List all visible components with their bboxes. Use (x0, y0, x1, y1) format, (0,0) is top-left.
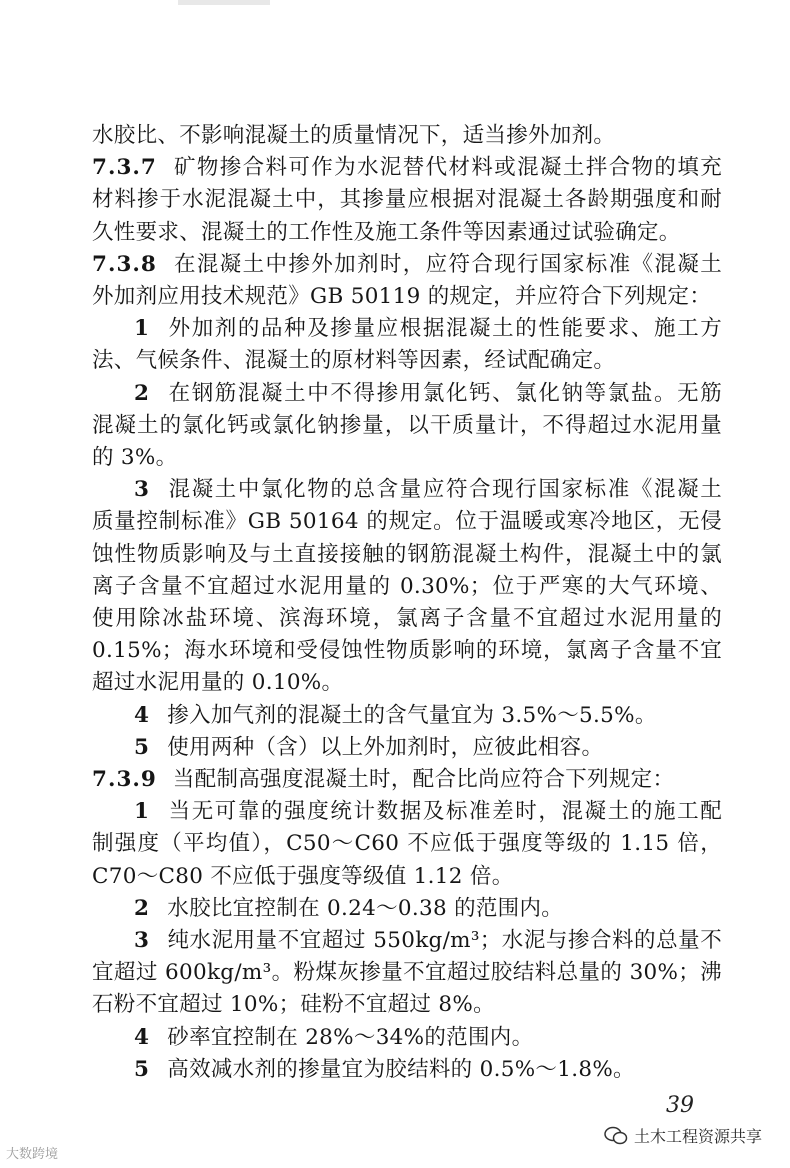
line-text: 当配制高强度混凝土时，配合比尚应符合下列规定： (172, 767, 675, 792)
text-line (92, 150, 722, 186)
text-line (92, 730, 722, 766)
item-number: 5 (134, 1056, 150, 1082)
clause-number: 7.3.8 (92, 251, 157, 277)
top-scan-mark (178, 0, 270, 5)
watermark-left: 大数跨境 (6, 1147, 59, 1162)
text-line (92, 215, 722, 251)
text-line (92, 537, 722, 573)
wechat-icon (604, 1126, 628, 1146)
text-line (92, 1052, 722, 1088)
line-text: 混凝土中氯化物的总含量应符合现行国家标准《混凝土 (167, 477, 722, 503)
line-text: 高效减水剂的掺量宜为胶结料的 0.5%～1.8%。 (167, 1056, 635, 1082)
clause-number: 7.3.9 (92, 767, 157, 792)
item-number: 2 (134, 895, 150, 921)
line-text: 使用除冰盐环境、滨海环境，氯离子含量不宜超过水泥用量的 (92, 606, 722, 631)
text-line (92, 569, 722, 605)
text-line (92, 408, 722, 444)
line-text: 超过水泥用量的 0.10%。 (92, 670, 344, 696)
watermark-right-text: 土木工程资源共享 (633, 1127, 762, 1146)
text-line (92, 472, 722, 508)
line-text: 当无可靠的强度统计数据及标准差时，混凝土的施工配 (167, 799, 722, 825)
page-number: 39 (666, 1093, 694, 1118)
text-line (92, 698, 722, 734)
text-line (92, 955, 722, 991)
clause-number: 7.3.7 (92, 155, 157, 181)
item-number: 3 (134, 928, 150, 953)
text-line (92, 794, 722, 830)
text-line (92, 923, 722, 959)
line-text: 矿物掺合料可作为水泥替代材料或混凝土拌合物的填充 (172, 155, 722, 181)
line-text: 石粉不宜超过 10%；硅粉不宜超过 8%。 (92, 992, 495, 1018)
text-line (92, 311, 722, 347)
line-text: 水胶比、不影响混凝土的质量情况下，适当掺外加剂。 (92, 123, 616, 148)
text-line (92, 504, 722, 540)
line-text: 离子含量不宜超过水泥用量的 0.30%；位于严寒的大气环境、 (92, 573, 722, 599)
line-text: 外加剂的品种及掺量应根据混凝土的性能要求、施工方 (167, 316, 722, 342)
line-text: 材料掺于水泥混凝土中，其掺量应根据对混凝土各龄期强度和耐 (92, 187, 722, 213)
line-text: 掺入加气剂的混凝土的含气量宜为 3.5%～5.5%。 (167, 702, 657, 728)
text-line (92, 118, 722, 154)
text-line (92, 987, 722, 1023)
text-line (92, 376, 722, 412)
line-text: 在混凝土中掺外加剂时，应符合现行国家标准《混凝土 (172, 251, 722, 277)
text-line (92, 665, 722, 701)
line-text: 混凝土的氯化钙或氯化钠掺量，以干质量计，不得超过水泥用量 (92, 412, 722, 438)
text-line (92, 343, 722, 379)
line-text: 纯水泥用量不宜超过 550kg/m³；水泥与掺合料的总量不 (167, 928, 722, 953)
line-text: 的 3%。 (92, 445, 178, 470)
item-number: 4 (134, 702, 150, 728)
text-line (92, 826, 722, 862)
line-text: 在钢筋混凝土中不得掺用氯化钙、氯化钠等氯盐。无筋 (167, 380, 722, 406)
line-text: 使用两种（含）以上外加剂时，应彼此相容。 (167, 734, 604, 760)
line-text: 久性要求、混凝土的工作性及施工条件等因素通过试验确定。 (92, 219, 681, 245)
item-number: 4 (134, 1024, 150, 1050)
text-line (92, 633, 722, 669)
line-text: 法、气候条件、混凝土的原材料等因素，经试配确定。 (92, 348, 616, 374)
item-number: 2 (134, 380, 150, 406)
text-line (92, 859, 722, 895)
text-line (92, 891, 722, 927)
line-text: 蚀性物质影响及与土直接接触的钢筋混凝土构件，混凝土中的氯 (92, 541, 722, 567)
item-number: 3 (134, 477, 150, 503)
line-text: 质量控制标准》GB 50164 的规定。位于温暖或寒冷地区，无侵 (92, 509, 722, 535)
text-line (92, 601, 722, 637)
watermark-right (604, 1124, 762, 1147)
line-text: 宜超过 600kg/m³。粉煤灰掺量不宜超过胶结料总量的 30%；沸 (92, 960, 722, 986)
item-number: 1 (134, 316, 150, 342)
item-number: 1 (134, 799, 150, 825)
line-text: 水胶比宜控制在 0.24～0.38 的范围内。 (167, 895, 564, 921)
text-line (92, 279, 722, 315)
text-line (92, 1020, 722, 1056)
text-line (92, 247, 722, 283)
text-line (92, 182, 722, 218)
line-text: C70～C80 不应低于强度等级值 1.12 倍。 (92, 863, 514, 889)
line-text: 0.15%；海水环境和受侵蚀性物质影响的环境，氯离子含量不宜 (92, 638, 722, 664)
line-text: 外加剂应用技术规范》GB 50119 的规定，并应符合下列规定： (92, 284, 712, 309)
line-text: 砂率宜控制在 28%～34%的范围内。 (167, 1024, 534, 1050)
text-line (92, 440, 722, 476)
line-text: 制强度（平均值），C50～C60 不应低于强度等级的 1.15 倍， (92, 831, 722, 857)
item-number: 5 (134, 734, 150, 760)
text-line (92, 762, 722, 798)
